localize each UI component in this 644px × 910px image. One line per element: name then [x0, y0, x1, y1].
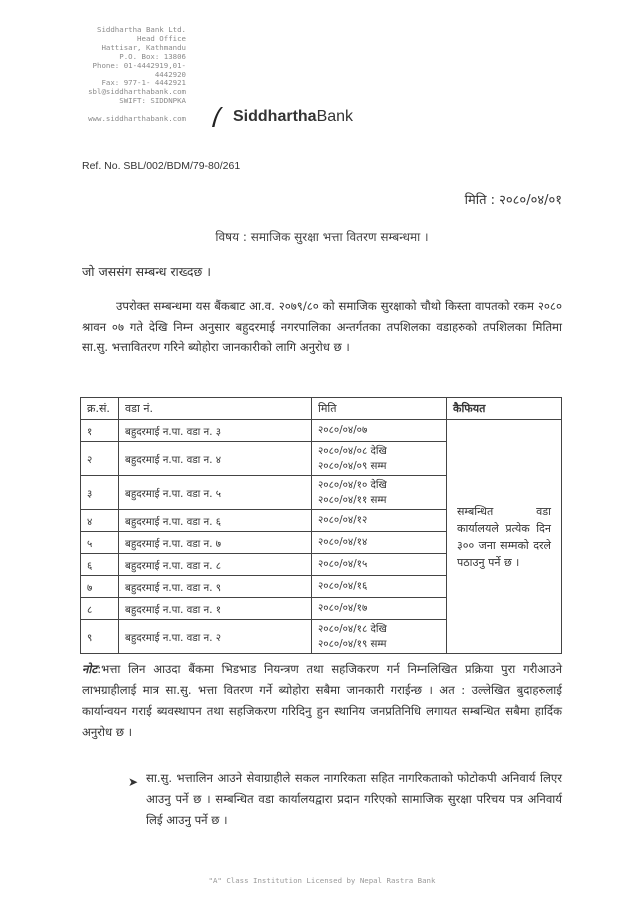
cell-date [312, 576, 447, 598]
address-line: 4442920 [154, 69, 186, 79]
address-line: Fax: 977-1- 4442921 [101, 78, 186, 88]
cell-sn: ३ [81, 476, 119, 510]
date-line: २०८०/०४/१० देखि [318, 479, 387, 491]
note-label: नोट [82, 662, 98, 676]
cell-ward: बहुदरमाई न.पा. वडा न. ७ [119, 532, 312, 554]
footer-license: "A" Class Institution Licensed by Nepal Rastra Bank [208, 876, 436, 885]
date-line: २०८०/०४/०९ सम्म [318, 460, 387, 472]
cell-ward: बहुदरमाई न.पा. वडा न. ९ [119, 576, 312, 598]
header-remark: कैफियत [447, 398, 562, 420]
address-line: Phone: 01-4442919,01- [92, 60, 186, 70]
header-ward: वडा नं. [119, 398, 312, 420]
date-line: २०८०/०४/१४ [318, 537, 368, 548]
cell-date [312, 532, 447, 554]
cell-ward: बहुदरमाई न.पा. वडा न. ३ [119, 420, 312, 442]
address-line: Siddhartha Bank Ltd. [97, 25, 186, 34]
cell-ward: बहुदरमाई न.पा. वडा न. ५ [119, 476, 312, 510]
cell-date [312, 442, 447, 476]
cell-date [312, 554, 447, 576]
note-text: :भत्ता लिन आउदा बैंकमा भिडभाड नियन्त्रण तथा सहजिकरण गर्न निम्नलिखित प्रक्रिया पुरा गरीआउने लाभग्राहीलाई मात्र सा.सु. भत्ता वितरण गर्ने ब्योहोरा सबैमा जानकारी गराईन्छ । अत : उल्लेखित बुदाहरुलाई कार्यान्वयन गराई ब्यवस्थापन तथा सहजिकरण गरिदिनु हुन स्थानिय जनप्रतिनिधि लगायत सम्बन्धित सबैमा हार्दिक अनुरोध छ । [82, 662, 562, 739]
reference-number: Ref. No. SBL/002/BDM/79-80/261 [82, 160, 241, 172]
cell-ward: बहुदरमाई न.पा. वडा न. १ [119, 598, 312, 620]
header-date: मिति [312, 398, 447, 420]
date-line: २०८०/०४/१७ [318, 603, 368, 614]
date-line: २०८०/०४/०८ देखि [318, 445, 387, 457]
date-line: २०८०/०४/१९ सम्म [318, 638, 387, 650]
salutation: जो जससंग सम्बन्ध राख्दछ । [82, 264, 212, 279]
arrow-bullet-icon: ➤ [128, 775, 139, 789]
cell-date [312, 620, 447, 654]
address-line: SWIFT: SIDDNPKA [119, 96, 186, 106]
cell-sn: ७ [81, 576, 119, 598]
cell-remark: सम्बन्धित वडा कार्यालयले प्रत्येक दिन ३०० जना सम्मको दरले पठाउनु पर्ने छ । [447, 420, 562, 654]
cell-date [312, 598, 447, 620]
table-row [81, 420, 562, 442]
table-header-row [81, 398, 562, 420]
cell-sn: २ [81, 442, 119, 476]
date-line: २०८०/०४/११ सम्म [318, 494, 387, 506]
body-paragraph [82, 296, 562, 358]
cell-ward: बहुदरमाई न.पा. वडा न. ६ [119, 510, 312, 532]
date-line: २०८०/०४/१२ [318, 515, 368, 526]
cell-ward: बहुदरमाई न.पा. वडा न. ८ [119, 554, 312, 576]
cell-sn: ५ [81, 532, 119, 554]
address-line: P.O. Box: 13806 [119, 51, 186, 61]
cell-date [312, 420, 447, 442]
cell-sn: ९ [81, 620, 119, 654]
bank-website: www.siddharthabank.com [88, 114, 186, 124]
address-line: sbl@siddharthabank.com [88, 87, 186, 97]
bank-name [233, 108, 353, 126]
cell-date [312, 476, 447, 510]
letterhead-address [58, 26, 186, 124]
requirement-bullet [128, 768, 562, 831]
note-paragraph [82, 659, 562, 743]
cell-ward: बहुदरमाई न.पा. वडा न. २ [119, 620, 312, 654]
date-line: २०८०/०४/१६ [318, 581, 368, 592]
header-sn: क्र.सं. [81, 398, 119, 420]
bank-name-regular: Bank [316, 108, 354, 125]
address-line: Head Office [137, 33, 186, 43]
letter-date: मिति : २०८०/०४/०१ [464, 193, 562, 208]
body-text: उपरोक्त सम्बन्धमा यस बैंकबाट आ.व. २०७९/८० को समाजिक सुरक्षाको चौथो किस्ता वापतको रकम २०८० श्रावन ०७ गते देखि निम्न अनुसार बहुदरमाई नगरपालिका अन्तर्गतका तपशिलका वडाहरुको तपशिलका मितिमा सा.सु. भत्तावितरण गरिने ब्योहोरा जानकारीको लागि अनुरोध छ । [82, 299, 562, 354]
bank-name-bold: Siddhartha [233, 108, 317, 125]
cell-sn: ४ [81, 510, 119, 532]
swoosh-logo-icon [210, 106, 224, 128]
bank-logo [210, 106, 353, 128]
cell-sn: ८ [81, 598, 119, 620]
date-line: २०८०/०४/१८ देखि [318, 623, 387, 635]
date-line: २०८०/०४/०७ [318, 425, 368, 436]
cell-ward: बहुदरमाई न.पा. वडा न. ४ [119, 442, 312, 476]
letter-subject: विषय : समाजिक सुरक्षा भत्ता वितरण सम्बन्धमा । [215, 230, 429, 244]
address-line: Hattisar, Kathmandu [101, 42, 186, 52]
bullet-text: सा.सु. भत्तालिन आउने सेवाग्राहीले सकल नागरिकता सहित नागरिकताको फोटोकपी अनिवार्य लिएर आउनु पर्ने छ । सम्बन्धित वडा कार्यालयद्वारा प्रदान गरिएको सामाजिक सुरक्षा परिचय पत्र अनिवार्य लिई आउनु पर्ने छ । [146, 771, 562, 827]
distribution-table [80, 397, 562, 654]
cell-sn: ६ [81, 554, 119, 576]
cell-sn: १ [81, 420, 119, 442]
cell-date [312, 510, 447, 532]
date-line: २०८०/०४/१५ [318, 559, 368, 570]
